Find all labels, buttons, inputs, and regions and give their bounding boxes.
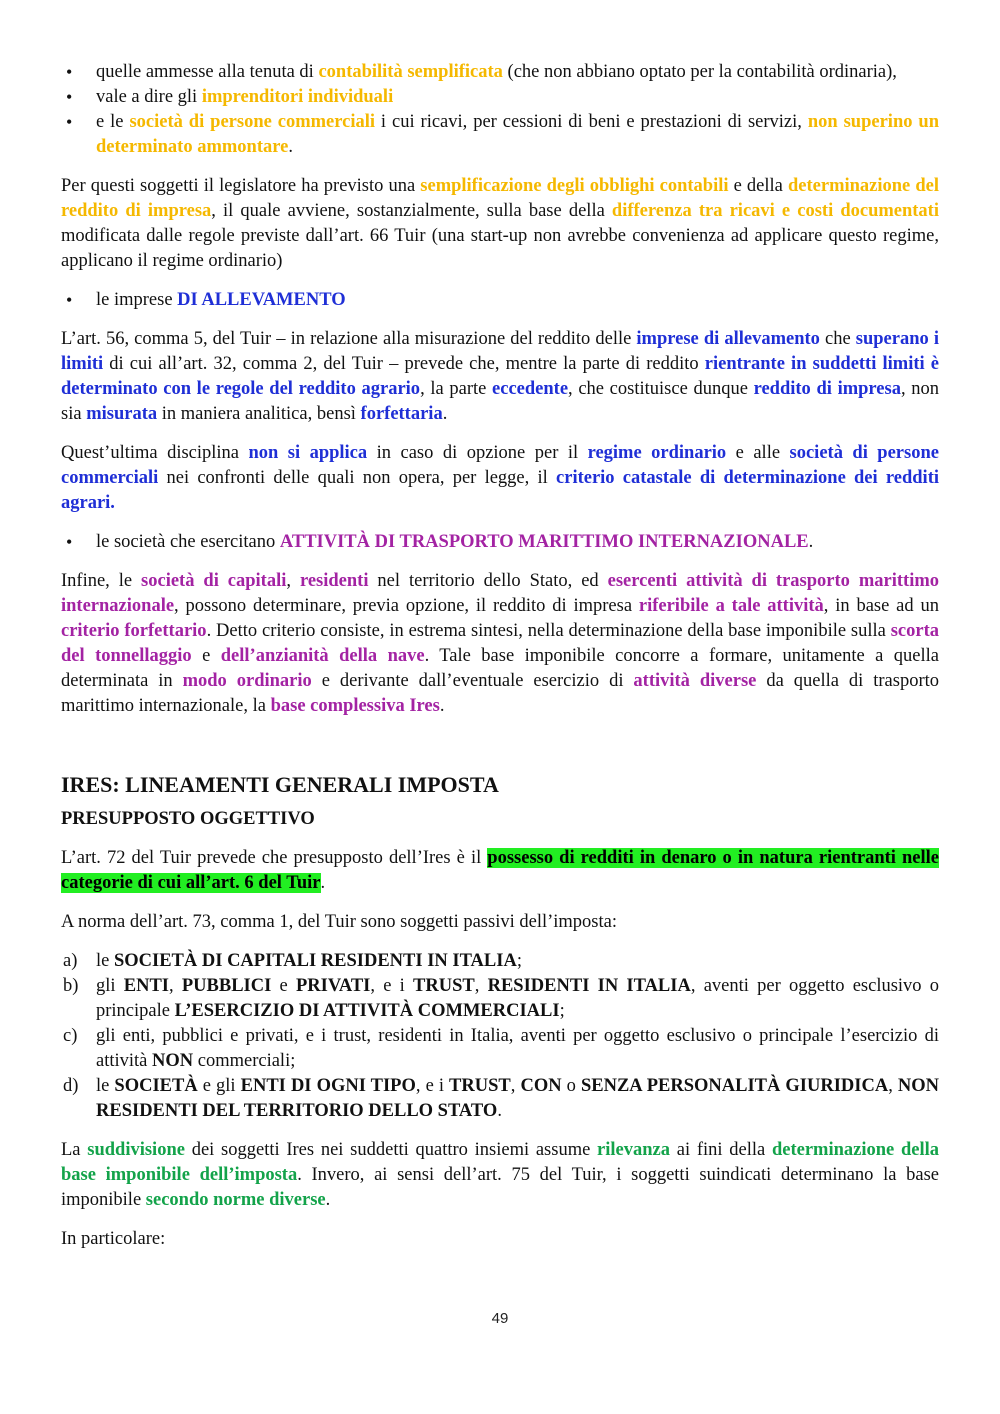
- list-item: • le imprese DI ALLEVAMENTO: [61, 288, 939, 313]
- emphasis-text: misurata: [86, 404, 158, 424]
- emphasis-text: SOCIETÀ DI CAPITALI RESIDENTI IN ITALIA: [113, 951, 517, 971]
- emphasis-text: determinazione del reddito di impresa: [61, 176, 939, 221]
- emphasis-text: forfettaria: [360, 404, 443, 424]
- emphasis-text: rilevanza: [597, 1140, 670, 1160]
- emphasis-text: società di capitali: [141, 571, 287, 591]
- list-item: • le società che esercitano ATTIVITÀ DI TRASPORTO MARITTIMO INTERNAZIONALE.: [61, 530, 939, 555]
- emphasis-text: regime ordinario: [587, 443, 727, 463]
- paragraph-in-particolare: In particolare:: [61, 1229, 166, 1249]
- bullet-list-allevamento: [61, 288, 939, 313]
- paragraph-art72: L’art. 72 del Tuir prevede che presupposto dell’Ires è il possesso di redditi in denaro o in natura rientranti nelle categorie di cui all’art. 6 del Tuir.: [61, 848, 940, 893]
- emphasis-text: TRUST: [449, 1076, 511, 1096]
- emphasis-text: suddivisione: [87, 1140, 185, 1160]
- paragraph-art56: L’art. 56, comma 5, del Tuir – in relazione alla misurazione del reddito delle imprese di allevamento che superano i limiti di cui all’art. 32, comma 2, del Tuir – prevede che, mentre la parte di reddito rientrante in suddetti limiti è determinato con le regole del reddito agrario, la parte eccedente, che costituisce dunque reddito di impresa, non sia misurata in maniera analitica, bensì forfettaria.: [61, 329, 939, 424]
- section-heading: [61, 771, 939, 799]
- bullet-list-regime-semplificato: [61, 60, 939, 160]
- list-marker: a): [63, 951, 78, 971]
- document-page: [61, 60, 939, 1252]
- emphasis-text: superano i limiti: [61, 329, 939, 374]
- section-heading-ires: IRES: [61, 772, 113, 797]
- emphasis-text: eccedente: [492, 379, 569, 399]
- emphasis-text: scorta del tonnellaggio: [61, 621, 940, 666]
- page-number: 49: [491, 1310, 509, 1327]
- emphasis-text: SENZA PERSONALITÀ GIURIDICA: [580, 1076, 889, 1096]
- emphasis-text: RESIDENTI IN ITALIA: [487, 976, 691, 996]
- emphasis-text: NON: [152, 1051, 194, 1071]
- emphasis-text: PUBBLICI: [181, 976, 272, 996]
- section-heading-rest: : LINEAMENTI GENERALI IMPOSTA: [112, 772, 499, 797]
- paragraph-disciplina: Quest’ultima disciplina non si applica in caso di opzione per il regime ordinario e alle società di persone commerciali nei confronti delle quali non opera, per legge, il criterio catastale di determinazione dei redditi agrari.: [61, 443, 939, 513]
- emphasis-text: imprenditori individuali: [201, 87, 394, 107]
- emphasis-text: base complessiva Ires: [270, 696, 440, 716]
- emphasis-text: possesso di redditi in denaro o in natura rientranti nelle categorie di cui all’art. 6 del Tuir: [61, 848, 940, 893]
- emphasis-text: SOCIETÀ: [114, 1076, 198, 1096]
- emphasis-text: imprese di allevamento: [636, 329, 820, 349]
- emphasis-text: residenti: [299, 571, 369, 591]
- emphasis-text: modo ordinario: [182, 671, 312, 691]
- emphasis-text: ENTI DI OGNI TIPO: [240, 1076, 416, 1096]
- emphasis-text: secondo norme diverse: [145, 1190, 326, 1210]
- subheading-presupposto: PRESUPPOSTO OGGETTIVO: [61, 809, 315, 829]
- emphasis-text: criterio catastale di determinazione dei redditi agrari.: [61, 468, 939, 513]
- emphasis-text: dell’anzianità della nave: [220, 646, 425, 666]
- emphasis-text: non si applica: [248, 443, 368, 463]
- list-item: b) gli ENTI, PUBBLICI e PRIVATI, e i TRUST, RESIDENTI IN ITALIA, aventi per oggetto esclusivo o principale L’ESERCIZIO DI ATTIVITÀ COMMERCIALI;: [63, 976, 940, 1021]
- paragraph-suddivisione: La suddivisione dei soggetti Ires nei suddetti quattro insiemi assume rilevanza ai fini della determinazione della base imponibile dell’imposta. Invero, ai sensi dell’art. 75 del Tuir, i soggetti suindicati determinano la base imponibile secondo norme diverse.: [61, 1140, 939, 1210]
- emphasis-text: attività diverse: [633, 671, 757, 691]
- emphasis-text: non superino un determinato ammontare: [96, 112, 939, 157]
- emphasis-text: TRUST: [413, 976, 475, 996]
- emphasis-text: reddito di impresa: [753, 379, 901, 399]
- list-item: d) le SOCIETÀ e gli ENTI DI OGNI TIPO, e i TRUST, CON o SENZA PERSONALITÀ GIURIDICA, NON RESIDENTI DEL TERRITORIO DELLO STATO.: [63, 1076, 940, 1121]
- list-item: • vale a dire gli imprenditori individuali: [61, 85, 939, 110]
- emphasis-text: ENTI: [123, 976, 170, 996]
- list-marker: b): [63, 976, 79, 996]
- paragraph-tonnage-tax: Infine, le società di capitali, residenti nel territorio dello Stato, ed esercenti attività di trasporto marittimo internazionale, possono determinare, previa opzione, il reddito di impresa riferibile a tale attività, in base ad un criterio forfettario. Detto criterio consiste, in estrema sintesi, nella determinazione della base imponibile sulla scorta del tonnellaggio e dell’anzianità della nave. Tale base imponibile concorre a formare, unitamente a quella determinata in modo ordinario e derivante dall’eventuale esercizio di attività diverse da quella di trasporto marittimo internazionale, la base complessiva Ires.: [61, 571, 940, 716]
- emphasis-text: determinazione della base imponibile dell’imposta: [61, 1140, 939, 1185]
- list-item: c) gli enti, pubblici e privati, e i trust, residenti in Italia, aventi per oggetto esclusivo o principale l’esercizio di attività NON commerciali;: [63, 1026, 939, 1071]
- emphasis-text: esercenti attività di trasporto marittimo internazionale: [61, 571, 939, 616]
- emphasis-text: L’ESERCIZIO DI ATTIVITÀ COMMERCIALI: [174, 1001, 560, 1021]
- emphasis-text: NON RESIDENTI DEL TERRITORIO DELLO STATO: [96, 1076, 940, 1121]
- emphasis-text: differenza tra ricavi e costi documentati: [611, 201, 939, 221]
- list-item: a) le SOCIETÀ DI CAPITALI RESIDENTI IN ITALIA;: [61, 949, 939, 974]
- emphasis-text: PRIVATI: [296, 976, 371, 996]
- emphasis-text: ATTIVITÀ DI TRASPORTO MARITTIMO INTERNAZIONALE: [279, 532, 809, 552]
- lettered-list-soggetti: [61, 949, 939, 1124]
- paragraph-art73: A norma dell’art. 73, comma 1, del Tuir sono soggetti passivi dell’imposta:: [61, 912, 617, 932]
- list-marker: d): [63, 1076, 79, 1096]
- paragraph-semplificazione: Per questi soggetti il legislatore ha previsto una semplificazione degli obblighi contabili e della determinazione del reddito di impresa, il quale avviene, sostanzialmente, sulla base della differenza tra ricavi e costi documentati modificata dalle regole previste dall’art. 66 Tuir (una start-up non avrebbe convenienza ad applicare questo regime, applicano il regime ordinario): [61, 176, 939, 271]
- emphasis-text: CON: [520, 1076, 562, 1096]
- emphasis-text: criterio forfettario: [61, 621, 207, 641]
- emphasis-text: rientrante in suddetti limiti è determinato con le regole del reddito agrario: [61, 354, 939, 399]
- emphasis-text: contabilità semplificata: [318, 62, 503, 82]
- emphasis-text: DI ALLEVAMENTO: [177, 290, 346, 310]
- emphasis-text: riferibile a tale attività: [638, 596, 824, 616]
- list-item: • e le società di persone commerciali i cui ricavi, per cessioni di beni e prestazioni di servizi, non superino un determinato ammontare.: [61, 110, 939, 160]
- emphasis-text: società di persone commerciali: [129, 112, 375, 132]
- list-marker: c): [63, 1026, 78, 1046]
- emphasis-text: semplificazione degli obblighi contabili: [420, 176, 729, 196]
- emphasis-text: società di persone commerciali: [61, 443, 939, 488]
- bullet-list-trasporto-marittimo: [61, 530, 939, 555]
- list-item: • quelle ammesse alla tenuta di contabilità semplificata (che non abbiano optato per la contabilità ordinaria),: [61, 60, 939, 85]
